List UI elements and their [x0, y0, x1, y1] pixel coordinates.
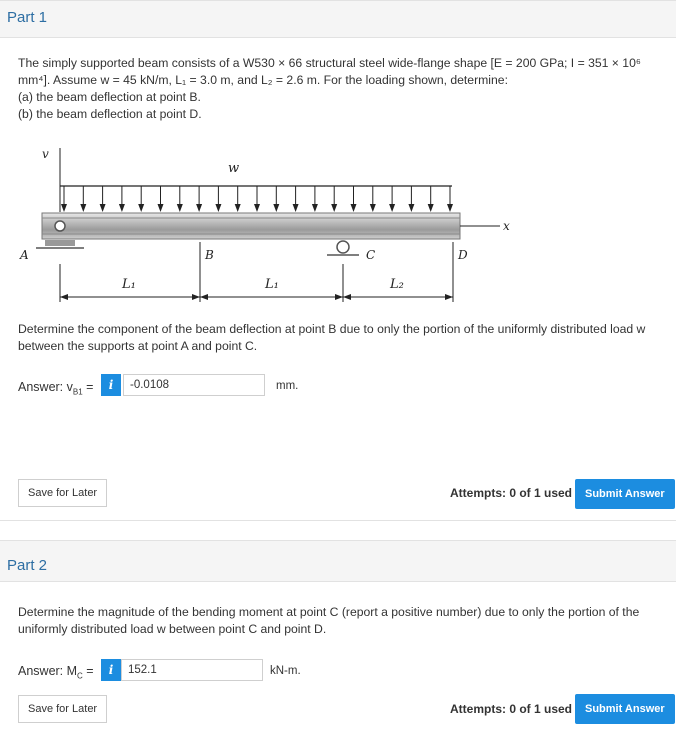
- load-arrowhead: [158, 204, 164, 212]
- roller-support-c: [337, 241, 349, 253]
- load-arrowhead: [196, 204, 202, 212]
- part2-title: Part 2: [7, 557, 48, 574]
- pin-support-a-base: [45, 240, 75, 246]
- attempts-text: Attempts: 0 of 1 used: [450, 486, 573, 500]
- label-v: v: [42, 147, 49, 161]
- answer-subscript: C: [77, 671, 83, 681]
- save-for-later-button[interactable]: Save for Later: [18, 479, 107, 507]
- dim-label-l1: L₁: [265, 277, 279, 292]
- part2-question: [18, 604, 668, 638]
- label-d: D: [458, 248, 468, 262]
- answer-subscript: B1: [72, 387, 83, 397]
- info-icon[interactable]: i: [101, 374, 121, 396]
- label-x: x: [503, 219, 510, 233]
- load-arrowhead: [177, 204, 183, 212]
- question-line: Determine the magnitude of the bending moment at point C (report a positive number) due to only the portion of the: [18, 605, 640, 619]
- problem-line: (b) the beam deflection at point D.: [18, 107, 202, 121]
- load-arrowhead: [80, 204, 86, 212]
- load-arrowhead: [273, 204, 279, 212]
- part2-answer-label: Answer: $M_C$ =: [18, 664, 94, 681]
- dim-label-l1: L₁: [122, 277, 136, 292]
- load-arrowhead: [351, 204, 357, 212]
- beam: [42, 213, 460, 239]
- load-arrowhead: [215, 204, 221, 212]
- save-for-later-button[interactable]: Save for Later: [18, 695, 107, 723]
- question-line: between the supports at point A and point C.: [18, 339, 258, 353]
- part1-unit: mm.: [276, 380, 299, 392]
- load-arrowhead: [100, 204, 106, 212]
- pin-support-a: [55, 221, 65, 231]
- load-arrowhead: [235, 204, 241, 212]
- beam-figure: [0, 140, 676, 315]
- part1-header: [0, 0, 676, 38]
- part1-answer-label: Answer: $v_{B1}$ =: [18, 380, 94, 397]
- part1-answer-input[interactable]: [123, 374, 265, 396]
- info-icon[interactable]: i: [101, 659, 121, 681]
- load-arrowhead: [331, 204, 337, 212]
- dim-label-l2: L₂: [390, 277, 404, 292]
- submit-answer-button[interactable]: Submit Answer: [575, 479, 675, 509]
- problem-statement: [18, 55, 668, 123]
- label-a: A: [20, 248, 29, 262]
- load-arrowhead: [312, 204, 318, 212]
- load-arrowhead: [61, 204, 67, 212]
- load-arrowhead: [389, 204, 395, 212]
- load-arrowhead: [254, 204, 260, 212]
- problem-line: mm⁴]. Assume w = 45 kN/m, L₁ = 3.0 m, and L₂ = 2.6 m. For the loading shown, determine:: [18, 73, 508, 87]
- part2-unit: kN-m.: [270, 665, 301, 677]
- load-arrowhead: [293, 204, 299, 212]
- label-b: B: [205, 248, 214, 262]
- load-arrowhead: [408, 204, 414, 212]
- part2-header: [0, 540, 676, 582]
- question-line: Determine the component of the beam deflection at point B due to only the portion of the uniformly distributed load w: [18, 322, 646, 336]
- load-arrowhead: [370, 204, 376, 212]
- part2-answer-input[interactable]: [121, 659, 263, 681]
- load-arrowhead: [119, 204, 125, 212]
- load-arrowhead: [138, 204, 144, 212]
- load-arrows: [61, 186, 453, 212]
- part1-title: Part 1: [7, 9, 48, 26]
- part1-question: [18, 321, 668, 355]
- problem-line: (a) the beam deflection at point B.: [18, 90, 201, 104]
- label-c: C: [366, 248, 376, 262]
- question-line: uniformly distributed load w between point C and point D.: [18, 622, 327, 636]
- label-w: w: [228, 161, 240, 176]
- submit-answer-button[interactable]: Submit Answer: [575, 694, 675, 724]
- load-arrowhead: [428, 204, 434, 212]
- attempts-text: Attempts: 0 of 1 used: [450, 702, 573, 716]
- divider: [0, 520, 676, 521]
- problem-line: The simply supported beam consists of a W530 × 66 structural steel wide-flange shape [E = 200 GPa; I = 351 × 10⁶: [18, 56, 641, 70]
- load-arrowhead: [447, 204, 453, 212]
